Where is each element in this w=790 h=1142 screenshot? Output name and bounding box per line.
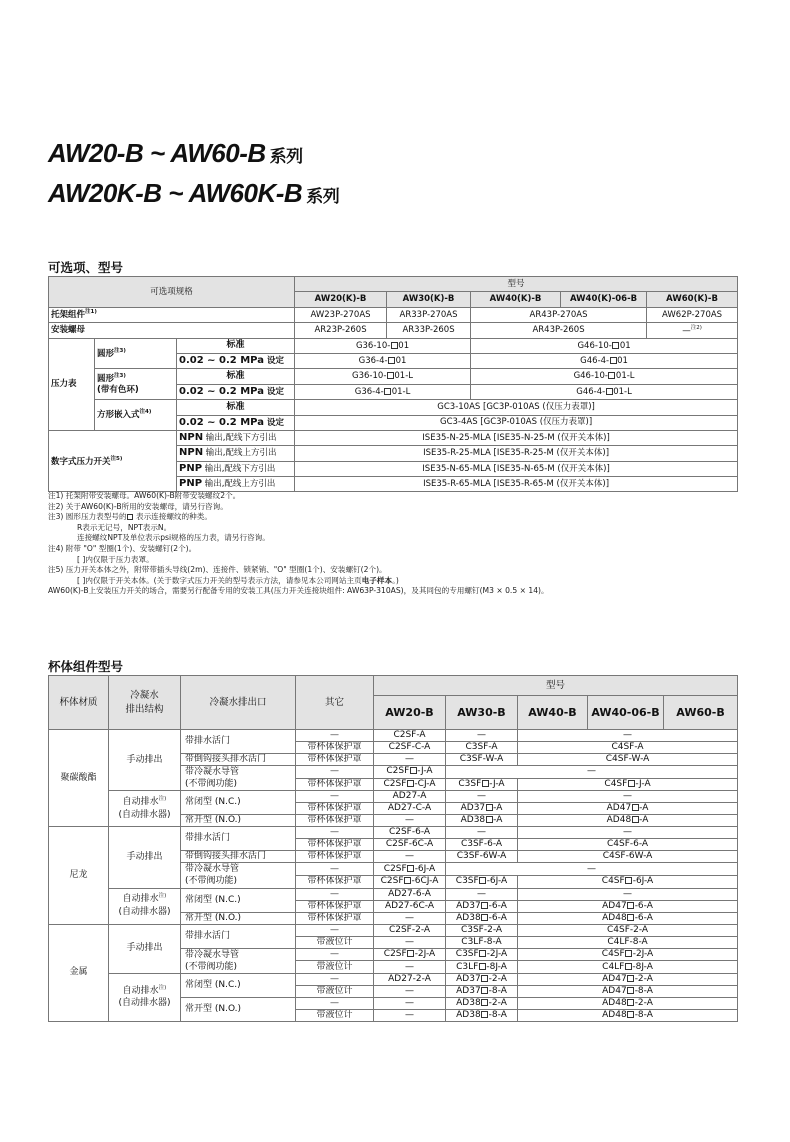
cell: —: [446, 766, 738, 779]
cell: AD27-2-A: [374, 973, 446, 985]
gauge-set: 0.02 ~ 0.2 MPa 设定: [177, 353, 295, 368]
header-material: 杯体材质: [49, 676, 109, 730]
cell: G36-4- 01-L: [295, 384, 471, 399]
port-guide: 带冷凝水导管 (不带阀功能): [181, 766, 296, 791]
note: [ ]内仅限于开关本体。(关于数字式压力开关的型号表示方法，请参见本公司网站主页电子样本。): [77, 575, 399, 585]
cell: C3SF -2J-A: [446, 948, 518, 961]
cell: GC3-4AS [GC3P-010AS (仅压力表罩)]: [295, 415, 738, 430]
cell: AW62P-270AS: [647, 307, 738, 322]
cell: C4SF -2J-A: [518, 948, 738, 961]
cell: G46-4- 01: [471, 353, 738, 368]
cell: C3LF -8J-A: [446, 961, 518, 974]
bowl-table: [48, 675, 738, 1022]
cell: —: [446, 827, 518, 839]
cell: AW23P-270AS: [295, 307, 387, 322]
cell: G46-10- 01: [471, 338, 738, 353]
cell: C3SF-W-A: [446, 754, 518, 766]
port-no: 常开型 (N.O.): [181, 912, 296, 924]
row-switch: 数字式压力开关$^{注5)}$: [49, 430, 177, 492]
cell: C4LF -8J-A: [518, 961, 738, 974]
other: —: [296, 827, 374, 839]
other: 带液位计: [296, 936, 374, 948]
cell: —: [374, 851, 446, 863]
cell: —: [374, 936, 446, 948]
note: 注4) 附带 "O" 型圈(1个)、安装螺钉(2个)。: [48, 543, 197, 553]
header-model: 型号: [295, 277, 738, 292]
row-nut: 安装螺母: [49, 323, 295, 338]
cell: C2SF -6CJ-A: [374, 875, 446, 888]
cell: —: [374, 754, 446, 766]
cell: AD48 -2-A: [518, 997, 738, 1009]
other: —: [296, 924, 374, 936]
cell: AD38 -A: [446, 815, 518, 827]
cell: —: [518, 791, 738, 803]
material-nylon: 尼龙: [49, 827, 109, 924]
cell: C2SF-A: [374, 730, 446, 742]
cell: AR23P-260S: [295, 323, 387, 338]
other: —: [296, 791, 374, 803]
switch-type: NPN 输出,配线上方引出: [177, 446, 295, 461]
port-guide: 带冷凝水导管 (不带阀功能): [181, 863, 296, 888]
row-bracket: 托架组件$^{注1)}$: [49, 307, 295, 322]
gauge-round: 圆形$^{注3)}$: [95, 338, 177, 369]
cell: G36-10- 01-L: [295, 369, 471, 384]
gauge-std: 标准: [177, 338, 295, 353]
material-metal: 金属: [49, 924, 109, 1021]
cell: AR43P-270AS: [471, 307, 647, 322]
drain-auto: 自动排水$^{注)}$ (自动排水器): [109, 973, 181, 1021]
page-title-line2: AW20K-B ~ AW60K-B 系列: [48, 178, 340, 208]
cell: C4SF -J-A: [518, 778, 738, 791]
other: 带杯体保护罩: [296, 742, 374, 754]
options-table: [48, 276, 738, 492]
page-title-line1: AW20-B ~ AW60-B 系列: [48, 138, 303, 168]
drain-manual: 手动排出: [109, 827, 181, 888]
cell: —: [446, 730, 518, 742]
cell: —: [446, 791, 518, 803]
cell: AD38 -2-A: [446, 997, 518, 1009]
other: 带杯体保护罩: [296, 839, 374, 851]
cell: C4SF-A: [518, 742, 738, 754]
cell: C2SF-2-A: [374, 924, 446, 936]
other: —: [296, 997, 374, 1009]
port-cock: 带排水活门: [181, 924, 296, 948]
cell: C3SF-A: [446, 742, 518, 754]
header-other: 其它: [296, 676, 374, 730]
cell: C3SF -6J-A: [446, 875, 518, 888]
cell: C4SF-W-A: [518, 754, 738, 766]
gauge-std: 标准: [177, 400, 295, 415]
cell: —: [374, 985, 446, 997]
note: 注3) 圆形压力表型号的 表示连接螺纹的种类。: [48, 512, 212, 522]
cell: ISE35-R-65-MLA [ISE35-R-65-M (仅开关本体)]: [295, 477, 738, 492]
cell: C2SF -J-A: [374, 766, 446, 779]
cell: C2SF -2J-A: [374, 948, 446, 961]
cell: GC3-10AS [GC3P-010AS (仅压力表罩)]: [295, 400, 738, 415]
cell: AD38 -8-A: [446, 1009, 518, 1021]
col-header: AW20-B: [374, 696, 446, 730]
col-header: AW40(K)-B: [471, 292, 561, 307]
cell: C2SF-6-A: [374, 827, 446, 839]
cell: G36-10- 01: [295, 338, 471, 353]
col-header: AW60-B: [664, 696, 738, 730]
cell: ISE35-R-25-MLA [ISE35-R-25-M (仅开关本体)]: [295, 446, 738, 461]
header-spec: 可选项规格: [49, 277, 295, 308]
cell: AD37 -6-A: [446, 900, 518, 912]
col-header: AW40-B: [518, 696, 588, 730]
gauge-std: 标准: [177, 369, 295, 384]
note: 连接螺纹NPT及单位表示psi规格的压力表，请另行咨询。: [77, 533, 270, 543]
other: 带杯体保护罩: [296, 754, 374, 766]
port-no: 常开型 (N.O.): [181, 815, 296, 827]
switch-type: PNP 输出,配线下方引出: [177, 461, 295, 476]
cell: C2SF -6J-A: [374, 863, 446, 876]
port-guide: 带冷凝水导管 (不带阀功能): [181, 948, 296, 973]
other: —: [296, 863, 374, 876]
note: 注5) 压力开关本体之外，附带带插头导线(2m)、连接件、锁紧销、"O" 型圈(1个)、安装螺钉(2个)。: [48, 565, 387, 575]
gauge-round-color: 圆形$^{注3)}$ (带有色环): [95, 369, 177, 400]
footnotes: [48, 491, 549, 597]
cell: AD38 -6-A: [446, 912, 518, 924]
cell: C4LF-8-A: [518, 936, 738, 948]
cell: AD37 -A: [446, 803, 518, 815]
note: 注2) 关于AW60(K)-B所用的安装螺母，请另行咨询。: [48, 501, 228, 511]
cell: C3SF-6-A: [446, 839, 518, 851]
gauge-set: 0.02 ~ 0.2 MPa 设定: [177, 415, 295, 430]
note: AW60(K)-B上安装压力开关的场合，需要另行配备专用的安装工具(压力开关连接块组件: AW63P-310AS)，及其同包的专用螺钉(M3 × 0.5 × 14)。: [48, 586, 549, 596]
switch-type: NPN 输出,配线下方引出: [177, 430, 295, 445]
note: [ ]内仅限于压力表罩。: [77, 554, 154, 564]
other: 带杯体保护罩: [296, 912, 374, 924]
cell: AD27-A: [374, 791, 446, 803]
drain-auto: 自动排水$^{注)}$ (自动排水器): [109, 888, 181, 924]
cell: —: [374, 997, 446, 1009]
col-header: AW30-B: [446, 696, 518, 730]
cell: AR33P-270AS: [387, 307, 471, 322]
note: R表示无记号，NPT表示N。: [77, 522, 172, 532]
other: 带杯体保护罩: [296, 875, 374, 888]
section-options-title: 可选项、型号: [48, 260, 124, 275]
col-header: AW40(K)-06-B: [561, 292, 647, 307]
other: 带杯体保护罩: [296, 778, 374, 791]
cell: C4SF -6J-A: [518, 875, 738, 888]
cell: AR43P-260S: [471, 323, 647, 338]
cell: AD37 -2-A: [446, 973, 518, 985]
col-header: AW60(K)-B: [647, 292, 738, 307]
cell: C2SF-6C-A: [374, 839, 446, 851]
col-header: AW20(K)-B: [295, 292, 387, 307]
port-barb: 带倒钩接头排水活门: [181, 754, 296, 766]
other: 带杯体保护罩: [296, 803, 374, 815]
other: 带杯体保护罩: [296, 815, 374, 827]
other: 带杯体保护罩: [296, 851, 374, 863]
cell: —: [518, 888, 738, 900]
gauge-set: 0.02 ~ 0.2 MPa 设定: [177, 384, 295, 399]
col-header: AW40-06-B: [588, 696, 664, 730]
other: —: [296, 948, 374, 961]
cell: ISE35-N-25-MLA [ISE35-N-25-M (仅开关本体)]: [295, 430, 738, 445]
material-pc: 聚碳酸酯: [49, 730, 109, 827]
other: —: [296, 888, 374, 900]
cell: AD27-C-A: [374, 803, 446, 815]
port-nc: 常闭型 (N.C.): [181, 791, 296, 815]
drain-auto: 自动排水$^{注)}$ (自动排水器): [109, 791, 181, 827]
other: 带杯体保护罩: [296, 900, 374, 912]
cell: —: [374, 912, 446, 924]
cell: AD47 -A: [518, 803, 738, 815]
cell: C3SF-6W-A: [446, 851, 518, 863]
cell: AD37 -8-A: [446, 985, 518, 997]
cell: C4SF-6W-A: [518, 851, 738, 863]
note: 注1) 托架附带安装螺母。AW60(K)-B附带安装螺纹2个。: [48, 491, 241, 500]
other: 带液位计: [296, 1009, 374, 1021]
header-port: 冷凝水排出口: [181, 676, 296, 730]
cell: AD47 -8-A: [518, 985, 738, 997]
section-bowl-title: 杯体组件型号: [48, 659, 124, 674]
port-no: 常开型 (N.O.): [181, 997, 296, 1021]
cell: —$^{注2)}$: [647, 323, 738, 338]
port-cock: 带排水活门: [181, 730, 296, 754]
cell: AD48 -6-A: [518, 912, 738, 924]
cell: AD27-6-A: [374, 888, 446, 900]
cell: AD48 -A: [518, 815, 738, 827]
other: —: [296, 766, 374, 779]
cell: G46-10- 01-L: [471, 369, 738, 384]
header-drain: 冷凝水 排出结构: [109, 676, 181, 730]
header-model: 型号: [374, 676, 738, 696]
cell: C4SF-2-A: [518, 924, 738, 936]
cell: AD48 -8-A: [518, 1009, 738, 1021]
cell: G46-4- 01-L: [471, 384, 738, 399]
col-header: AW30(K)-B: [387, 292, 471, 307]
switch-type: PNP 输出,配线上方引出: [177, 477, 295, 492]
gauge-square: 方形嵌入式$^{注4)}$: [95, 400, 177, 431]
cell: AD47 -2-A: [518, 973, 738, 985]
cell: AD27-6C-A: [374, 900, 446, 912]
cell: AR33P-260S: [387, 323, 471, 338]
port-cock: 带排水活门: [181, 827, 296, 851]
cell: C2SF -CJ-A: [374, 778, 446, 791]
drain-manual: 手动排出: [109, 924, 181, 973]
drain-manual: 手动排出: [109, 730, 181, 791]
cell: C3LF-8-A: [446, 936, 518, 948]
cell: ISE35-N-65-MLA [ISE35-N-65-M (仅开关本体)]: [295, 461, 738, 476]
row-gauge: 压力表: [49, 338, 95, 430]
other: —: [296, 973, 374, 985]
cell: —: [446, 888, 518, 900]
cell: —: [518, 827, 738, 839]
other: 带液位计: [296, 961, 374, 974]
cell: —: [374, 815, 446, 827]
other: —: [296, 730, 374, 742]
port-barb: 带倒钩接头排水活门: [181, 851, 296, 863]
cell: —: [374, 961, 446, 974]
other: 带液位计: [296, 985, 374, 997]
port-nc: 常闭型 (N.C.): [181, 888, 296, 912]
cell: —: [374, 1009, 446, 1021]
cell: AD47 -6-A: [518, 900, 738, 912]
cell: —: [446, 863, 738, 876]
cell: C2SF-C-A: [374, 742, 446, 754]
cell: C3SF -J-A: [446, 778, 518, 791]
cell: C3SF-2-A: [446, 924, 518, 936]
cell: —: [518, 730, 738, 742]
cell: C4SF-6-A: [518, 839, 738, 851]
cell: G36-4- 01: [295, 353, 471, 368]
port-nc: 常闭型 (N.C.): [181, 973, 296, 997]
